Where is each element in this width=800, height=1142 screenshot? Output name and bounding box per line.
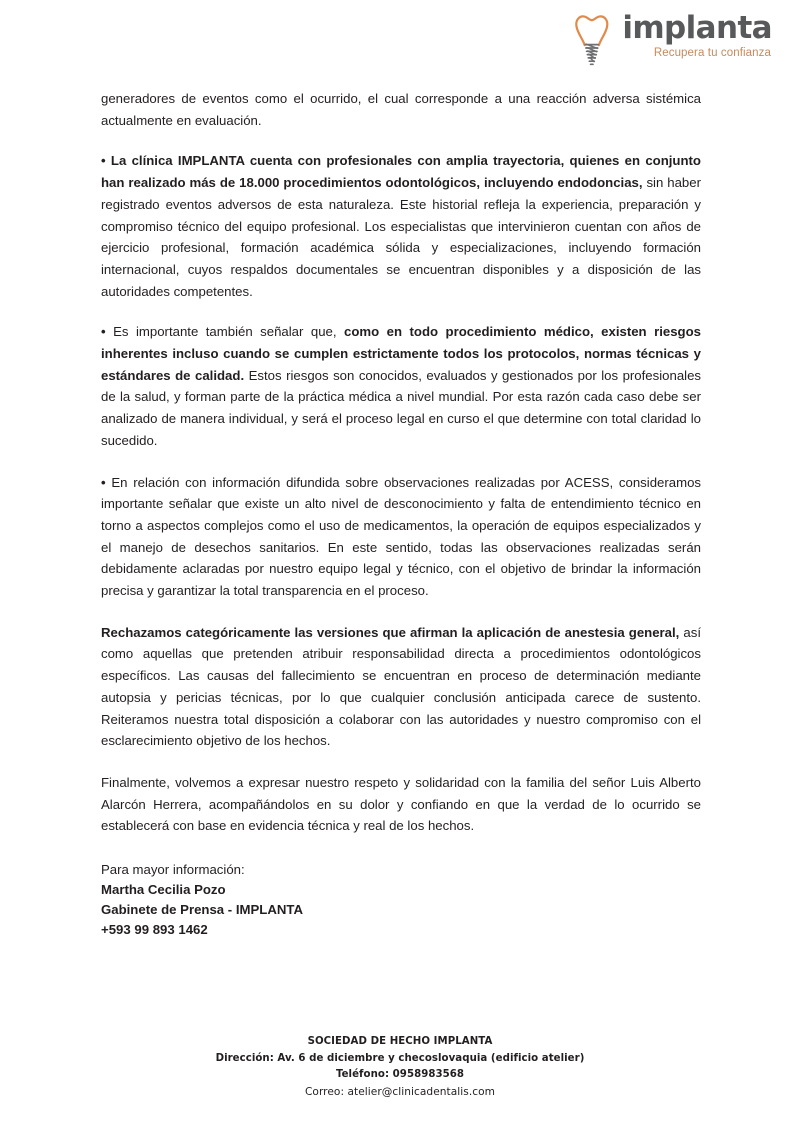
paragraph-clinica-bold: La clínica IMPLANTA cuenta con profesionales con amplia trayectoria, quienes en conjunto han realizado más de 18.000 procedimientos odontológicos, incluyendo endodoncias, (101, 153, 701, 191)
contact-block (101, 860, 701, 940)
paragraph-rechazo-rest: así como aquellas que pretenden atribuir responsabilidad directa a procedimientos odontológicos específicos. Las causas del fallecimiento se encuentran en proceso de determinación mediante autopsia y pericias técnicas, por lo que cualquier conclusión anticipada carece de sustento. Reiteramos nuestra total disposición a colaborar con las autoridades y nuestro compromiso con el esclarecimiento objetivo de los hechos. (101, 624, 701, 749)
document-body (101, 88, 701, 837)
footer-telephone: Teléfono: 0958983568 (335, 1069, 465, 1080)
paragraph-acess (101, 472, 701, 602)
logo-tagline: Recupera tu confianza (653, 46, 771, 59)
paragraph-rechazo-bold: Rechazamos categóricamente las versiones que afirman la aplicación de anestesia general, (101, 624, 680, 640)
paragraph-final-text: Finalmente, volvemos a expresar nuestro respeto y solidaridad con la familia del señor Luis Alberto Alarcón Herrera, acompañándolos en su dolor y confiando en que la verdad de lo ocurrido se establecerá con base en evidencia técnica y real de los hechos. (101, 774, 701, 834)
paragraph-final (101, 772, 701, 837)
footer-address: Dirección: Av. 6 de diciembre y checoslovaquia (edificio atelier) (215, 1052, 585, 1064)
paragraph-riesgos-bold: como en todo procedimiento médico, existen riesgos inherentes incluso cuando se cumplen estrictamente todos los protocolos, normas técnicas y estándares de calidad. (101, 324, 701, 383)
logo-text-group (622, 12, 772, 59)
brand-logo (570, 12, 772, 69)
contact-name: Martha Cecilia Pozo (101, 882, 226, 897)
paragraph-intro-text: generadores de eventos como el ocurrido, el cual corresponde a una reacción adversa sistémica actualmente en evaluación. (101, 91, 701, 128)
contact-phone: +593 99 893 1462 (101, 922, 208, 937)
paragraph-clinica (101, 150, 701, 302)
footer-company: SOCIEDAD DE HECHO IMPLANTA (307, 1036, 493, 1047)
contact-lead: Para mayor información: (101, 862, 245, 877)
bullet-marker-clinica: • (101, 153, 106, 169)
footer-email: Correo: atelier@clinicadentalis.com (304, 1085, 496, 1098)
bullet-marker-acess: • (101, 474, 106, 490)
paragraph-rechazo (101, 622, 701, 752)
paragraph-riesgos-lead: Es importante también señalar que, (113, 324, 344, 340)
tooth-implant-icon (570, 13, 614, 69)
contact-role: Gabinete de Prensa - IMPLANTA (101, 902, 303, 917)
logo-wordmark: implanta (622, 10, 772, 46)
paragraph-clinica-rest: sin haber registrado eventos adversos de esta naturaleza. Este historial refleja la experiencia, preparación y compromiso técnico del equipo profesional. Los especialistas que intervinieron cuentan con años de ejercicio profesional, formación académica sólida y especializaciones, incluyendo formación internacional, cuyos respaldos documentales se encuentran disponibles y a disposición de las autoridades competentes. (101, 175, 701, 299)
paragraph-riesgos-rest: Estos riesgos son conocidos, evaluados y gestionados por los profesionales de la salud, y forman parte de la práctica médica a nivel mundial. Por esta razón cada caso debe ser analizado de manera individual, y será el proceso legal en curso el que determine con total claridad lo sucedido. (101, 367, 702, 448)
page-footer (0, 1034, 800, 1100)
bullet-marker-riesgos: • (101, 324, 106, 340)
paragraph-intro (101, 88, 701, 131)
paragraph-acess-text: En relación con información difundida sobre observaciones realizadas por ACESS, consideramos importante señalar que existe un alto nivel de desconocimiento y falta de entendimiento técnico en torno a aspectos complejos como el uso de medicamentos, la operación de equipos especializados y el manejo de desechos sanitarios. En este sentido, todas las observaciones realizadas serán debidamente aclaradas por nuestro equipo legal y técnico, con el objetivo de brindar la información precisa y garantizar la total transparencia en el proceso. (101, 474, 701, 599)
paragraph-riesgos (101, 321, 701, 451)
